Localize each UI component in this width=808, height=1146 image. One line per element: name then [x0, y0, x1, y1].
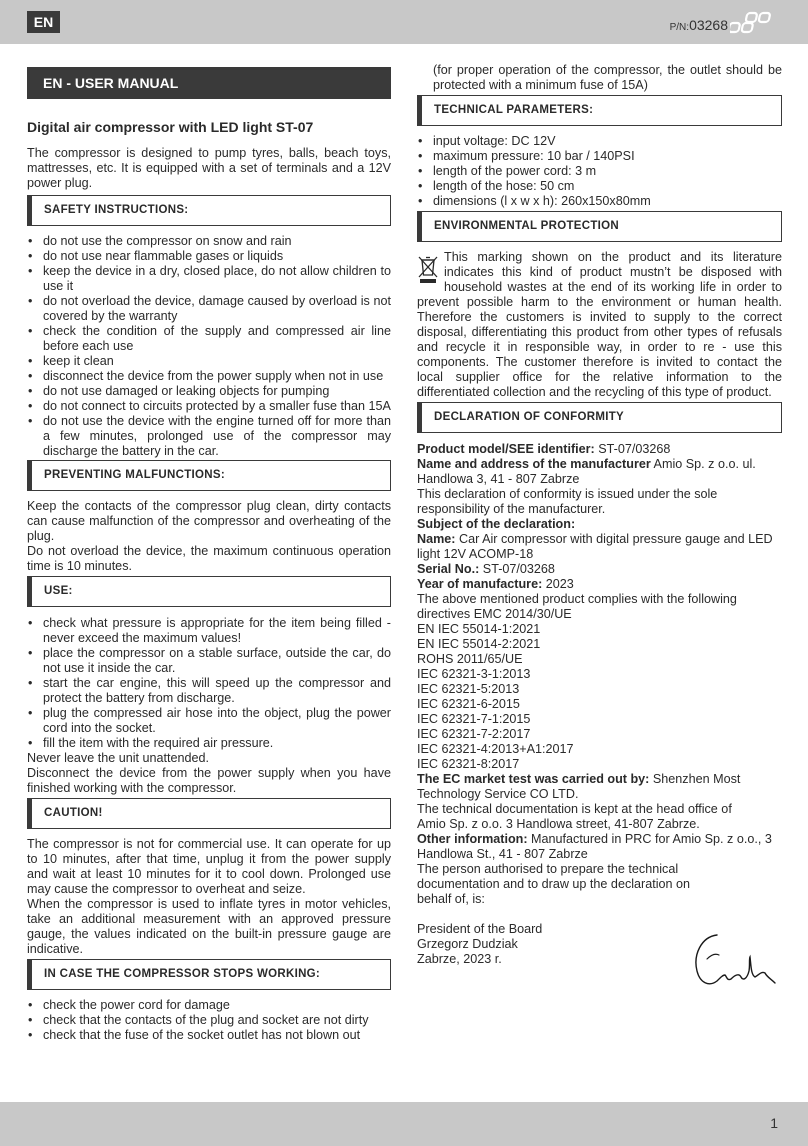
standard-item: EN IEC 55014-1:2021 [417, 622, 541, 636]
manufacturer-label: Name and address of the manufacturer [417, 457, 651, 471]
safety-list [27, 234, 391, 459]
market-label: The EC market test was carried out by: [417, 772, 650, 786]
declaration-docs-kept: The technical documentation is kept at the head office of Amio Sp. z o.o. 3 Handlowa street, 41-807 Zabrze. [417, 802, 732, 831]
list-item: • place the compressor on a stable surface, outside the car, do not use it inside the car. [27, 646, 391, 676]
intro-paragraph: The compressor is designed to pump tyres, balls, beach toys, mattresses, etc. It is equipped with a set of terminals and a 12V power plug. [27, 146, 391, 190]
signature-image [687, 931, 779, 993]
caution-paragraph: When the compressor is used to inflate tyres in motor vehicles, take an additional measurement with an approved pressure gauge, the values indicated on the built-in pressure gauge are indicative. [27, 897, 391, 956]
section-heading-environment: ENVIRONMENTAL PROTECTION [417, 211, 782, 242]
malfunctions-paragraph: Do not overload the device, the maximum continuous operation time is 10 minutes. [27, 544, 391, 573]
market-value: Shenzhen Most Technology Service CO LTD. [417, 772, 741, 801]
list-item: • check that the contacts of the plug and socket are not dirty [27, 1013, 391, 1028]
section-heading-technical: TECHNICAL PARAMETERS: [417, 95, 782, 126]
standard-item: EN IEC 55014-2:2021 [417, 637, 541, 651]
declaration-authorised: The person authorised to prepare the technical documentation and to draw up the declaration on behalf of, is: [417, 862, 691, 906]
environment-paragraph: This marking shown on the product and its literature indicates this kind of product mustn’t be disposed with household wastes at the end of its working life in order to prevent possible harm to the environment or human health. Therefore the customers is invited to supply to the correct disposal, differentiating this product from other types of refusals and recycle it in responsible way, in order to re - use this components. The customer therefore is invited to contact the local supplier office for the relative information to the differentiated collection and the recycling of this type of product. [417, 250, 782, 399]
list-item: • do not connect to circuits protected by a smaller fuse than 15A [27, 399, 391, 414]
section-heading-stops-working: IN CASE THE COMPRESSOR STOPS WORKING: [27, 959, 391, 990]
list-item: • check what pressure is appropriate for the item being filled - never exceed the maximum values! [27, 616, 391, 646]
serial-label: Serial No.: [417, 562, 480, 576]
use-list [27, 616, 391, 751]
list-item: • start the car engine, this will speed up the compressor and protect the battery from discharge. [27, 676, 391, 706]
manual-title: EN - USER MANUAL [27, 67, 391, 99]
list-item: • disconnect the device from the power supply when not in use [27, 369, 391, 384]
standard-item: IEC 62321-7-2:2017 [417, 727, 531, 741]
list-item: • keep it clean [27, 354, 391, 369]
subject-label: Subject of the declaration: [417, 517, 576, 531]
footer-bar [0, 1102, 808, 1146]
model-value: ST-07/03268 [594, 442, 671, 456]
continuation-text: (for proper operation of the compressor, the outlet should be protected with a minimum fuse of 15A) [433, 63, 782, 92]
list-item: • do not use near flammable gases or liquids [27, 249, 391, 264]
malfunctions-paragraph: Keep the contacts of the compressor plug clean, dirty contacts can cause malfunction of the compressor and overheating of the plug. [27, 499, 391, 543]
declaration-model [417, 442, 782, 457]
name-value: Car Air compressor with digital pressure gauge and LED light 12V ACOMP-18 [417, 532, 773, 561]
declaration-complies: The above mentioned product complies with the following directives EMC 2014/30/UE [417, 592, 737, 621]
model-label: Product model/SEE identifier: [417, 442, 595, 456]
standard-item: ROHS 2011/65/UE [417, 652, 523, 666]
section-heading-caution: CAUTION! [27, 798, 391, 829]
declaration-name [417, 532, 782, 562]
environment-block [417, 250, 782, 400]
name-label: Name: [417, 532, 456, 546]
crossed-bin-icon [417, 254, 439, 284]
signer-name: Grzegorz Dudziak [417, 937, 518, 951]
other-value: Manufactured in PRC for Amio Sp. z o.o., 3 Handlowa St., 41 - 807 Zabrze [417, 832, 772, 861]
list-item: • do not use damaged or leaking objects for pumping [27, 384, 391, 399]
list-item: • maximum pressure: 10 bar / 140PSI [417, 149, 782, 164]
section-heading-declaration: DECLARATION OF CONFORMITY [417, 402, 782, 433]
list-item: • do not use the compressor on snow and rain [27, 234, 391, 249]
other-label: Other information: [417, 832, 528, 846]
list-item: • fill the item with the required air pressure. [27, 736, 391, 751]
list-item: • input voltage: DC 12V [417, 134, 782, 149]
list-item: • dimensions (l x w x h): 260x150x80mm [417, 194, 782, 209]
year-label: Year of manufacture: [417, 577, 543, 591]
declaration-year [417, 577, 782, 592]
right-column [417, 63, 782, 967]
signer-role: President of the Board [417, 922, 543, 936]
standard-item: IEC 62321-7-1:2015 [417, 712, 531, 726]
page-number: 1 [770, 1115, 778, 1131]
standard-item: IEC 62321-6-2015 [417, 697, 520, 711]
list-item: • length of the hose: 50 cm [417, 179, 782, 194]
standard-item: IEC 62321-4:2013+A1:2017 [417, 742, 574, 756]
declaration-market-test [417, 772, 782, 802]
manufacturer-value: Amio Sp. z o.o. ul. Handlowa 3, 41 - 807 Zabrze [417, 457, 756, 486]
section-heading-malfunctions: PREVENTING MALFUNCTIONS: [27, 460, 391, 491]
brand-logo-icon [730, 10, 780, 36]
section-heading-safety: SAFETY INSTRUCTIONS: [27, 195, 391, 226]
list-item: • check the power cord for damage [27, 998, 391, 1013]
list-item: • keep the device in a dry, closed place, do not allow children to use it [27, 264, 391, 294]
list-item: • do not use the device with the engine turned off for more than a few minutes, prolonged use of the compressor may discharge the battery in the car. [27, 414, 391, 459]
section-heading-use: USE: [27, 576, 391, 607]
product-title: Digital air compressor with LED light ST-07 [27, 119, 314, 135]
technical-list [417, 134, 782, 209]
use-paragraph: Disconnect the device from the power supply when you have finished working with the compressor. [27, 766, 391, 795]
declaration-manufacturer [417, 457, 782, 487]
year-value: 2023 [542, 577, 574, 591]
header-bar [0, 0, 808, 44]
serial-value: ST-07/03268 [479, 562, 555, 576]
part-number [670, 18, 728, 35]
list-item: • check that the fuse of the socket outlet has not blown out [27, 1028, 391, 1043]
standard-item: IEC 62321-5:2013 [417, 682, 520, 696]
standard-item: IEC 62321-3-1:2013 [417, 667, 531, 681]
left-column [27, 67, 391, 1043]
declaration-issued: This declaration of conformity is issued under the sole responsibility of the manufacturer. [417, 487, 718, 516]
use-paragraph: Never leave the unit unattended. [27, 751, 210, 765]
list-item: • length of the power cord: 3 m [417, 164, 782, 179]
declaration-other [417, 832, 782, 862]
declaration-block [417, 442, 782, 967]
part-number-prefix: P/N: [669, 22, 690, 33]
stops-working-list [27, 998, 391, 1043]
standard-item: IEC 62321-8:2017 [417, 757, 520, 771]
list-item: • check the condition of the supply and compressed air line before each use [27, 324, 391, 354]
list-item: • do not overload the device, damage caused by overload is not covered by the warranty [27, 294, 391, 324]
list-item: • plug the compressed air hose into the object, plug the power cord into the socket. [27, 706, 391, 736]
declaration-serial [417, 562, 782, 577]
caution-paragraph: The compressor is not for commercial use. It can operate for up to 10 minutes, after that time, unplug it from the power supply and wait at least 10 minutes for it to cool down. Prolonged use may cause the compressor to overheat and seize. [27, 837, 391, 896]
part-number-value: 03268 [689, 17, 728, 33]
language-badge: EN [27, 11, 60, 33]
signer-place: Zabrze, 2023 r. [417, 952, 502, 966]
